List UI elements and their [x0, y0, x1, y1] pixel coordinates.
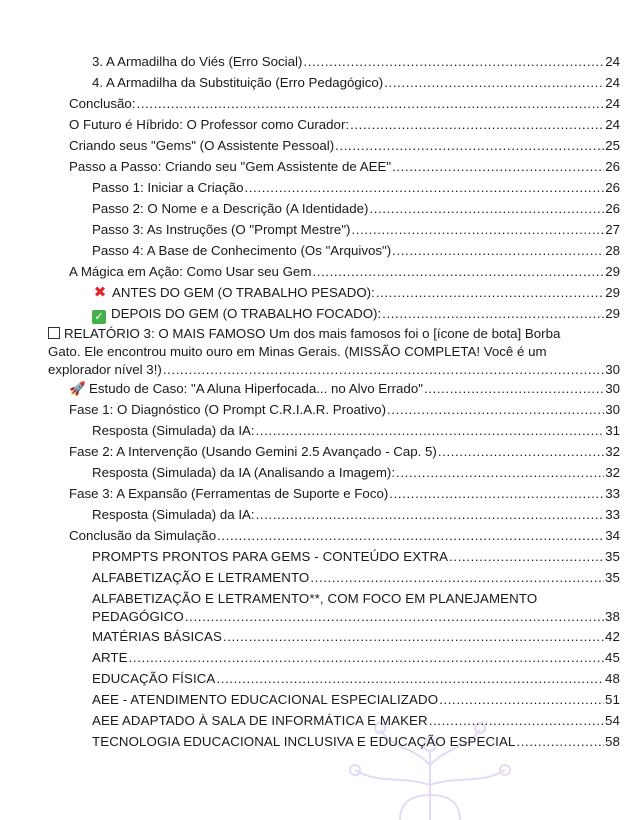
toc-entry-page: 31 — [605, 423, 620, 438]
toc-entry-title: Passo 2: O Nome e a Descrição (A Identidade) — [92, 201, 369, 216]
toc-entry[interactable] — [92, 671, 620, 687]
dot-leader — [429, 713, 604, 729]
toc-entry-title: 4. A Armadilha da Substituição (Erro Pedagógico) — [92, 75, 384, 90]
dot-leader — [389, 486, 604, 502]
toc-entry[interactable] — [92, 570, 620, 586]
toc-entry-page: 30 — [605, 381, 620, 396]
dot-leader — [376, 285, 604, 301]
toc-entry-title: Resposta (Simulada) da IA (Analisando a Imagem): — [92, 465, 396, 480]
toc-entry[interactable] — [69, 528, 620, 544]
toc-entry[interactable] — [92, 180, 620, 196]
toc-entry-page: 35 — [605, 549, 620, 564]
toc-entry-line: Gato. Ele encontrou muito ouro em Minas Gerais. (MISSÃO COMPLETA! Você é um — [48, 344, 547, 359]
toc-entry-title: Passo 4: A Base de Conhecimento (Os "Arquivos") — [92, 243, 392, 258]
dot-leader — [256, 507, 605, 523]
dot-leader — [335, 138, 604, 154]
toc-entry-title: EDUCAÇÃO FÍSICA — [92, 671, 216, 686]
toc-entry-title: Resposta (Simulada) da IA: — [92, 423, 255, 438]
toc-entry-page: 30 — [605, 362, 620, 377]
toc-entry-title: Fase 1: O Diagnóstico (O Prompt C.R.I.A.R. Proativo) — [69, 402, 387, 417]
dot-leader — [217, 528, 604, 544]
dot-leader — [439, 692, 604, 708]
rocket-icon: 🚀 — [69, 381, 86, 396]
toc-entry[interactable] — [92, 692, 620, 708]
dot-leader — [392, 159, 604, 175]
toc-entry-page: 33 — [605, 486, 620, 501]
toc-entry-page: 35 — [605, 570, 620, 585]
toc-entry-page: 26 — [605, 201, 620, 216]
toc-entry-line: RELATÓRIO 3: O MAIS FAMOSO Um dos mais famosos foi o [ícone de bota] Borba — [48, 325, 620, 343]
toc-entry-page: 32 — [605, 465, 620, 480]
dot-leader — [223, 629, 604, 645]
dot-leader — [216, 671, 604, 687]
toc-entry-title-wrap — [92, 285, 375, 301]
dot-leader — [163, 361, 604, 379]
toc-entry[interactable] — [92, 285, 620, 301]
toc-entry-page: 33 — [605, 507, 620, 522]
dot-leader — [392, 243, 604, 259]
toc-entry-title: Conclusão: — [69, 96, 136, 111]
toc-entry[interactable] — [92, 201, 620, 217]
toc-entry[interactable] — [69, 444, 620, 460]
toc-entry[interactable] — [92, 465, 620, 481]
toc-entry[interactable] — [92, 507, 620, 523]
dot-leader — [310, 570, 604, 586]
toc-entry-title: Passo 1: Iniciar a Criação — [92, 180, 244, 195]
toc-entry[interactable] — [92, 734, 620, 750]
toc-entry[interactable] — [69, 402, 620, 418]
toc-entry-line: PEDAGÓGICO ..... 38 — [92, 608, 620, 626]
toc-entry-page: 45 — [605, 650, 620, 665]
toc-entry-page: 38 — [605, 609, 620, 624]
toc-entry-page: 24 — [605, 117, 620, 132]
toc-entry-page: 24 — [605, 54, 620, 69]
dot-leader — [438, 444, 604, 460]
toc-entry[interactable] — [92, 54, 620, 70]
toc-entry[interactable] — [92, 243, 620, 259]
dot-leader — [396, 465, 604, 481]
toc-entry-page: 54 — [605, 713, 620, 728]
toc-entry-title: Fase 3: A Expansão (Ferramentas de Suporte e Foco) — [69, 486, 389, 501]
toc-entry-line: ALFABETIZAÇÃO E LETRAMENTO**, COM FOCO EM PLANEJAMENTO — [92, 591, 538, 606]
toc-entry-title: ARTE — [92, 650, 128, 665]
toc-entry-page: 29 — [605, 264, 620, 279]
dot-leader — [424, 381, 604, 397]
toc-entry[interactable] — [92, 650, 620, 666]
dot-leader — [129, 650, 604, 666]
toc-entry[interactable] — [69, 486, 620, 502]
toc-entry-page: 34 — [605, 528, 620, 543]
toc-entry[interactable] — [69, 138, 620, 154]
toc-entry-title-wrap — [92, 306, 381, 324]
dot-leader — [351, 222, 604, 238]
toc-entry-page: 24 — [605, 75, 620, 90]
toc-entry[interactable] — [92, 423, 620, 439]
toc-entry[interactable] — [92, 222, 620, 238]
dot-leader — [382, 306, 604, 322]
toc-entry-line: explorador nível 3!) ..... 30 — [48, 361, 620, 379]
toc-entry-title: Passo a Passo: Criando seu "Gem Assistente de AEE" — [69, 159, 392, 174]
toc-entry-multiline[interactable] — [48, 325, 620, 379]
toc-entry-title: A Mágica em Ação: Como Usar seu Gem — [69, 264, 312, 279]
toc-entry-page: 26 — [605, 159, 620, 174]
toc-entry-title: Estudo de Caso: "A Aluna Hiperfocada... no Alvo Errado" — [89, 381, 423, 396]
toc-entry-page: 27 — [605, 222, 620, 237]
dot-leader — [303, 54, 604, 70]
toc-entry-title: Resposta (Simulada) da IA: — [92, 507, 255, 522]
toc-entry-multiline[interactable] — [92, 590, 620, 626]
toc-entry-page: 29 — [605, 306, 620, 321]
toc-entry-title: MATÉRIAS BÁSICAS — [92, 629, 222, 644]
toc-entry[interactable] — [92, 549, 620, 565]
toc-entry-title: DEPOIS DO GEM (O TRABALHO FOCADO): — [111, 306, 382, 321]
toc-entry-page: 48 — [605, 671, 620, 686]
toc-entry[interactable] — [69, 159, 620, 175]
toc-entry-title: Fase 2: A Intervenção (Usando Gemini 2.5 Avançado - Cap. 5) — [69, 444, 437, 459]
dot-leader — [350, 117, 604, 133]
toc-entry-title: TECNOLOGIA EDUCACIONAL INCLUSIVA E EDUCAÇÃO ESPECIAL — [92, 734, 516, 749]
toc-entry[interactable] — [92, 713, 620, 729]
toc-entry-title: 3. A Armadilha do Viés (Erro Social) — [92, 54, 303, 69]
watermark-logo — [300, 690, 560, 820]
green-check-icon: ✓ — [92, 310, 106, 324]
dot-leader — [449, 549, 604, 565]
toc-entry-page: 51 — [605, 692, 620, 707]
toc-entry-page: 42 — [605, 629, 620, 644]
dot-leader — [245, 180, 605, 196]
dot-leader — [516, 734, 604, 750]
toc-entry[interactable] — [69, 264, 620, 280]
toc-entry-title: Conclusão da Simulação — [69, 528, 217, 543]
toc-entry-page: 25 — [605, 138, 620, 153]
dot-leader — [185, 608, 604, 626]
toc-entry[interactable] — [69, 96, 620, 112]
dot-leader — [256, 423, 605, 439]
toc-entry-title: Passo 3: As Instruções (O "Prompt Mestre") — [92, 222, 351, 237]
red-x-icon: ✖ — [93, 284, 107, 301]
dot-leader — [369, 201, 604, 217]
toc-entry-page: 32 — [605, 444, 620, 459]
toc-entry-title: ALFABETIZAÇÃO E LETRAMENTO — [92, 570, 310, 585]
dot-leader — [384, 75, 604, 91]
toc-entry-page: 30 — [605, 402, 620, 417]
toc-entry-title: Criando seus "Gems" (O Assistente Pessoal) — [69, 138, 335, 153]
toc-entry[interactable] — [69, 117, 620, 133]
toc-entry[interactable] — [92, 75, 620, 91]
toc-entry-page: 24 — [605, 96, 620, 111]
toc-entry-title: O Futuro é Híbrido: O Professor como Curador: — [69, 117, 350, 132]
dot-leader — [137, 96, 605, 112]
toc-entry[interactable] — [69, 381, 620, 397]
toc-entry-page: 58 — [605, 734, 620, 749]
toc-entry-title: AEE - ATENDIMENTO EDUCACIONAL ESPECIALIZADO — [92, 692, 439, 707]
toc-entry-title: ANTES DO GEM (O TRABALHO PESADO): — [112, 285, 375, 300]
dot-leader — [312, 264, 604, 280]
toc-entry[interactable] — [92, 629, 620, 645]
toc-entry-page: 29 — [605, 285, 620, 300]
toc-entry-page: 26 — [605, 180, 620, 195]
toc-entry[interactable] — [92, 306, 620, 324]
dot-leader — [387, 402, 604, 418]
toc-entry-title: AEE ADAPTADO À SALA DE INFORMÁTICA E MAKER — [92, 713, 428, 728]
toc-entry-title: PROMPTS PRONTOS PARA GEMS - CONTEÚDO EXTRA — [92, 549, 449, 564]
checkbox-glyph-icon — [48, 327, 60, 339]
toc-entry-title-wrap — [69, 381, 423, 397]
toc-entry-page: 28 — [605, 243, 620, 258]
